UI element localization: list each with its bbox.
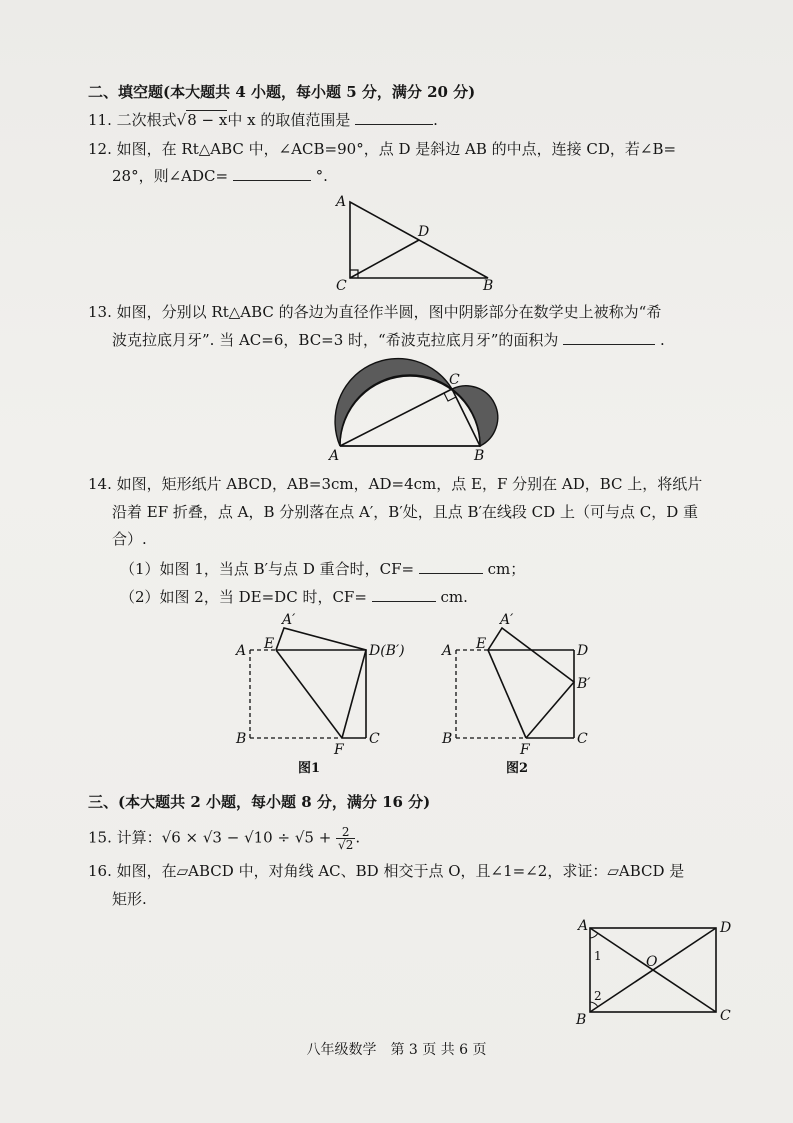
fold-diagram-2 [440,612,610,774]
question-number: 13. [88,303,112,321]
label-o: O [646,954,658,970]
label-b-prime: B′ [577,676,591,692]
question-text: cm； [487,560,526,578]
figure-13 [326,356,506,468]
label-c: C [720,1008,731,1024]
answer-blank [372,587,436,602]
label-c: C [336,278,347,292]
question-text: . [659,331,665,349]
question-12-line-2 [112,166,328,186]
question-text: 如图，矩形纸片 ABCD，AB=3cm，AD=4cm，点 E，F 分别在 AD，BC 上，将纸片 [116,475,703,493]
sqrt-sign-icon: √ [176,111,187,129]
question-number: 14. [88,475,112,493]
section-heading-2: 二、填空题(本大题共 4 小题，每小题 5 分，满分 20 分) [88,83,476,101]
label-d: D [418,224,430,240]
label-c: C [369,731,380,747]
label-a-prime: A′ [500,612,514,628]
question-12-line-1 [88,139,676,159]
label-a: A [578,918,589,934]
label-a: A [336,194,347,210]
label-a: A [236,643,247,659]
fraction-numerator: 2 [336,826,355,839]
label-a-prime: A′ [282,612,296,628]
question-text: 二次根式 [116,111,177,129]
question-text: 波克拉底月牙”. 当 AC=6，BC=3 时，“希波克拉底月牙”的面积为 [112,331,559,349]
answer-blank [419,559,483,574]
question-number: 16. [88,862,112,880]
figure-caption: 图1 [298,761,321,774]
fold-diagram-1 [232,612,422,774]
math-expression: √6 × √3 − √10 ÷ √5 + [161,828,332,847]
question-16-line-2: 矩形. [112,890,147,908]
figure-12 [330,190,500,296]
question-text: 如图，分别以 Rt△ABC 的各边为直径作半圆，图中阴影部分在数学史上被称为“希 [116,303,662,321]
lune-diagram [326,356,506,464]
fraction [336,826,355,851]
section-heading-3: 三、(本大题共 2 小题，每小题 8 分，满分 16 分) [88,793,431,811]
bleed-through [560,80,564,96]
question-text: cm. [440,588,468,606]
question-14-line-3: 合）. [112,530,147,548]
label-e: E [264,636,275,652]
rectangle-diagonals-diagram [572,914,742,1030]
question-13-line-2 [112,330,665,350]
label-b: B [474,448,485,464]
label-f: F [334,742,344,758]
figure-14-1 [232,612,422,778]
label-c: C [449,372,460,388]
question-text: °. [315,167,328,185]
label-a: A [329,448,340,464]
label-d: D [577,643,589,659]
question-14-sub-2 [120,587,468,607]
fraction-denominator: √2 [338,838,354,852]
label-b: B [442,731,453,747]
label-d: D [720,920,732,936]
question-text: 计算： [116,828,162,847]
question-text: . [355,828,361,847]
question-text: 28°，则∠ADC= [112,167,229,185]
label-c: C [577,731,588,747]
question-15 [88,826,360,851]
label-b: B [576,1012,587,1028]
radicand: 8 − x [187,111,228,129]
angle-1-label: 1 [594,949,602,963]
answer-blank [563,330,655,345]
label-f: F [520,742,530,758]
question-11 [88,110,438,130]
question-text: （1）如图 1，当点 B′与点 D 重合时，CF= [120,560,415,578]
question-14-line-2: 沿着 EF 折叠，点 A，B 分别落在点 A′，B′处，且点 B′在线段 CD 上（可与点 C，D 重 [112,503,698,521]
label-b: B [236,731,247,747]
angle-2-label: 2 [594,989,602,1003]
question-text: 如图，在▱ABCD 中，对角线 AC、BD 相交于点 O，且∠1=∠2，求证：▱ABCD 是 [116,862,685,880]
label-b: B [483,278,494,292]
question-text: . [433,111,438,129]
label-d-b-prime: D(B′) [369,643,405,659]
question-text: （2）如图 2，当 DE=DC 时，CF= [120,588,367,606]
label-a: A [442,643,453,659]
question-text: 如图，在 Rt△ABC 中，∠ACB=90°，点 D 是斜边 AB 的中点，连接 CD，若∠B= [116,140,677,158]
question-number: 11. [88,111,112,129]
question-14-line-1 [88,474,702,494]
page-footer: 八年级数学 第 3 页 共 6 页 [306,1042,487,1058]
figure-caption: 图2 [506,761,529,774]
triangle-diagram [330,190,500,292]
question-text: 中 x 的取值范围是 [227,111,351,129]
answer-blank [355,110,433,125]
question-13-line-1 [88,302,661,322]
figure-14-2 [440,612,610,778]
question-number: 12. [88,140,112,158]
question-16-line-1 [88,861,684,881]
answer-blank [233,166,311,181]
figure-16 [572,914,742,1034]
label-e: E [476,636,487,652]
question-14-sub-1 [120,559,525,579]
question-number: 15. [88,828,112,847]
